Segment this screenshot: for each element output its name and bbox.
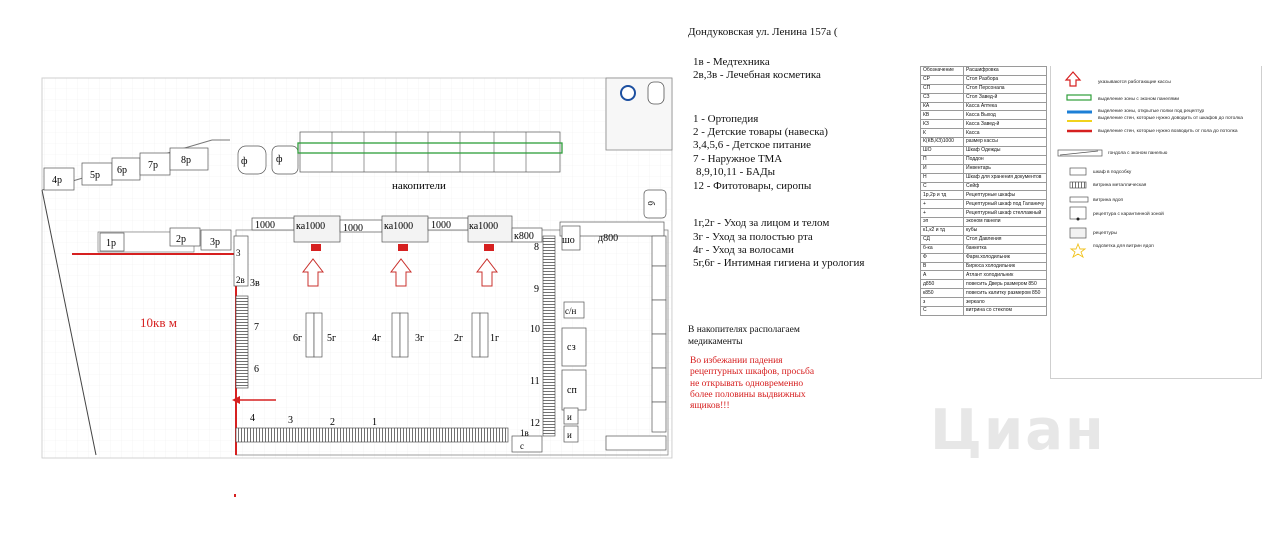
legend-row <box>921 244 1047 253</box>
legend-row <box>921 289 1047 298</box>
legend-description: Фарм.холодильник <box>964 253 1047 262</box>
legend-description: Стол Завед-й <box>964 93 1047 102</box>
legend-description: повесить Дверь размером 850 <box>964 280 1047 289</box>
symbol-label-quarantine: рецептура с карантинной зоной <box>1093 212 1164 217</box>
shelf-5r: 5р <box>90 170 100 181</box>
cash-register-2: ка1000 <box>384 221 414 232</box>
symbol-label-walls-ceiling: выделение стен, которые нужно доводить от шкафов до потолка <box>1098 116 1243 121</box>
legend-row <box>921 93 1047 102</box>
area-label: 10кв м <box>140 315 177 330</box>
zone-2: 2 - Детские товары (навеска) <box>693 126 828 138</box>
legend-description: банкетка <box>964 244 1047 253</box>
legend-description: витрина со стеклом <box>964 307 1047 316</box>
shelf-6r: 6р <box>117 165 127 176</box>
address: Дондуковская ул. Ленина 157а ( <box>688 26 838 38</box>
cube-k800: к800 <box>514 231 534 242</box>
legend-row <box>921 111 1047 120</box>
legend-description: зеркало <box>964 298 1047 307</box>
legend-description: Стол Разбора <box>964 75 1047 84</box>
zone-7: 7 - Наружное ТМА <box>693 153 783 165</box>
legend-code: д850 <box>921 280 964 289</box>
shelf-1: 1 <box>372 417 377 428</box>
shelf-3: 3 <box>288 415 293 426</box>
rack-3v: 3в <box>250 278 260 289</box>
zone-1: 1 - Ортопедия <box>693 113 759 125</box>
shelf-1000: 1000 <box>255 220 275 231</box>
legend-row <box>921 271 1047 280</box>
legend-description: Бирюса холодильник <box>964 262 1047 271</box>
rack-10: 10 <box>530 324 540 335</box>
right-rack <box>543 236 555 436</box>
watermark: Циан <box>930 398 1106 463</box>
shelf-1000: 1000 <box>431 220 451 231</box>
legend-code: К <box>921 129 964 138</box>
legend-code: б-ка <box>921 244 964 253</box>
gondola-3g: 3г <box>415 333 425 344</box>
legend-code: + <box>921 200 964 209</box>
gondola-1g: 1г <box>490 333 500 344</box>
legend-row <box>921 75 1047 84</box>
legend-row <box>921 209 1047 218</box>
gondola-4g: 4г <box>372 333 382 344</box>
shelf-3r: 3р <box>210 237 220 248</box>
symbol-label-registers: указываются работающие кассы <box>1098 80 1171 85</box>
symbol-label-metal-showcase: витрина металлическая <box>1093 183 1147 188</box>
staff-table: сп <box>567 385 577 396</box>
legend-description: Касса Выход <box>964 111 1047 120</box>
sink-icon <box>621 86 635 100</box>
shelf-2: 2 <box>330 417 335 428</box>
symbol-label-open-shelves: выделение зоны, открытые полки под рецептур <box>1098 109 1205 114</box>
legend-header-desc: Расшифровка <box>964 67 1047 76</box>
legend-row <box>921 298 1047 307</box>
legend-code: С <box>921 307 964 316</box>
manager-table: сз <box>567 342 576 353</box>
zone-8-11: 8,9,10,11 - БАДы <box>696 166 776 178</box>
legend-description: кубы <box>964 227 1047 236</box>
legend-code: П <box>921 155 964 164</box>
zone-3g: 3г - Уход за полостью рта <box>693 231 813 243</box>
legend-row <box>921 120 1047 129</box>
symbol-label-backlight: подсветка для витрин ядоп <box>1093 244 1154 249</box>
legend-code: КВ <box>921 111 964 120</box>
legend-row <box>921 280 1047 289</box>
legend-description: Касса <box>964 129 1047 138</box>
storage-label: накопители <box>392 180 446 192</box>
legend-description: Стол Давления <box>964 235 1047 244</box>
legend-code: 1р,2р и тд <box>921 191 964 200</box>
legend-row <box>921 84 1047 93</box>
legend-description: повесить калитку размером 850 <box>964 289 1047 298</box>
symbol-label-gondola: гондола с эконом панелью <box>1108 151 1168 156</box>
symbol-label-backroom-cabinet: шкаф в подсобку <box>1093 170 1132 175</box>
legend-code: ШО <box>921 147 964 156</box>
legend-header-code: Обозначение <box>921 67 964 76</box>
legend-row <box>921 138 1047 147</box>
storage-units <box>298 132 562 172</box>
zone-1g-2g: 1г,2г - Уход за лицом и телом <box>693 217 830 229</box>
legend-row <box>921 227 1047 236</box>
rack-8: 8 <box>534 242 539 253</box>
symbol-label-poison-showcase: витрина ядоп <box>1093 198 1124 203</box>
legend-row <box>921 182 1047 191</box>
legend-row <box>921 191 1047 200</box>
legend-description: Шкаф Одежды <box>964 147 1047 156</box>
legend-code: + <box>921 209 964 218</box>
inventory: и <box>567 430 572 440</box>
legend-code: В <box>921 262 964 271</box>
shelf-2r: 2р <box>176 234 186 245</box>
legend-code: Н <box>921 173 964 182</box>
rack-9: 9 <box>534 284 539 295</box>
rack-7: 7 <box>254 322 259 333</box>
gondola-2g: 2г <box>454 333 464 344</box>
legend-row <box>921 173 1047 182</box>
shelf-8r: 8р <box>181 155 191 166</box>
shelf-1r: 1р <box>106 238 116 249</box>
warning-note: Во избежании падения рецептурных шкафов, просьба не открывать одновременно более половины выдвижных ящиков!!! <box>690 356 815 412</box>
gondola-5g: 5г <box>327 333 337 344</box>
rack-11: 11 <box>530 376 540 387</box>
shelf-4: 4 <box>250 413 255 424</box>
zone-4g: 4г - Уход за волосами <box>693 244 794 256</box>
zone-3456: 3,4,5,6 - Детское питание <box>693 139 812 151</box>
rack-12: 12 <box>530 418 540 429</box>
wardrobe: шо <box>562 235 575 246</box>
legend-code: СП <box>921 84 964 93</box>
legend-description: Рецептурный шкаф под Галаничу <box>964 200 1047 209</box>
legend-code: СЗ <box>921 93 964 102</box>
item-sn: с/н <box>565 306 577 316</box>
legend-code: СД <box>921 235 964 244</box>
legend-row <box>921 200 1047 209</box>
legend-row <box>921 147 1047 156</box>
legend-code: А <box>921 271 964 280</box>
legend-code: з <box>921 298 964 307</box>
legend-code: СР <box>921 75 964 84</box>
legend-description: Стол Персонала <box>964 84 1047 93</box>
fito-fridge-2: ф <box>276 154 283 165</box>
legend-description: Касса Аптека <box>964 102 1047 111</box>
legend-description: Рецептурные шкафы <box>964 191 1047 200</box>
cash-register-1: ка1000 <box>296 221 326 232</box>
shelf-1000: 1000 <box>343 223 363 234</box>
legend-row <box>921 235 1047 244</box>
legend-description: Поддон <box>964 155 1047 164</box>
floor-plan <box>0 0 680 500</box>
legend-code: КА <box>921 102 964 111</box>
legend-row <box>921 262 1047 271</box>
legend-row <box>921 307 1047 316</box>
shelf-4r: 4р <box>52 175 62 186</box>
legend-description: Рецептурный шкаф стеллажный <box>964 209 1047 218</box>
legend-description: Сейф <box>964 182 1047 191</box>
legend-description: Шкаф для хранения документов <box>964 173 1047 182</box>
symbol-label-econom: выделение зоны с эконом панелями <box>1098 97 1180 102</box>
legend-row <box>921 253 1047 262</box>
zone-2v-3v: 2в,3в - Лечебная косметика <box>693 69 821 81</box>
legend-description: размер кассы <box>964 138 1047 147</box>
zone-5g-6g: 5г,6г - Интимная гигиена и урология <box>693 257 865 269</box>
storage-note: В накопителях располагаем медикаменты <box>688 325 800 347</box>
legend-row <box>921 102 1047 111</box>
legend-code: эп <box>921 218 964 227</box>
inventory: и <box>567 412 572 422</box>
fito-fridge-1: ф <box>241 156 248 167</box>
zone-1v: 1в - Медтехника <box>693 56 770 68</box>
rack-6: 6 <box>254 364 259 375</box>
zone-12: 12 - Фитотовары, сиропы <box>693 180 812 192</box>
legend-code: КЗ <box>921 120 964 129</box>
cash-register-3: ка1000 <box>469 221 499 232</box>
rack-3: 3 <box>236 248 241 258</box>
shelf-1v: 1в <box>520 428 529 438</box>
shelf-7r: 7р <box>148 160 158 171</box>
bottom-shelf <box>236 428 508 442</box>
legend-description: Инвентарь <box>964 164 1047 173</box>
legend-code: Ф <box>921 253 964 262</box>
item-b: б <box>646 201 656 206</box>
legend-row <box>921 129 1047 138</box>
legend-code: к1,к2 и тд <box>921 227 964 236</box>
door-d800: д800 <box>598 233 619 244</box>
legend-code: С <box>921 182 964 191</box>
legend-code: к850 <box>921 289 964 298</box>
legend-description: Касса Завед-й <box>964 120 1047 129</box>
symbol-label-prescriptions: рецептуры <box>1093 231 1118 236</box>
symbol-label-walls-floor: выделение стен, которые нужно возводить от пола до потолка <box>1098 129 1238 134</box>
legend-row <box>921 155 1047 164</box>
legend-row <box>921 164 1047 173</box>
legend-description: эконом панели <box>964 218 1047 227</box>
legend-row <box>921 218 1047 227</box>
legend-code: К(КВ,КЗ)1000 <box>921 138 964 147</box>
legend-code: И <box>921 164 964 173</box>
gondola-6g: 6г <box>293 333 303 344</box>
legend-description: Атлант холодильник <box>964 271 1047 280</box>
toilet-icon <box>648 82 664 104</box>
rack-2v: 2в <box>236 275 245 285</box>
safe: с <box>520 441 524 451</box>
